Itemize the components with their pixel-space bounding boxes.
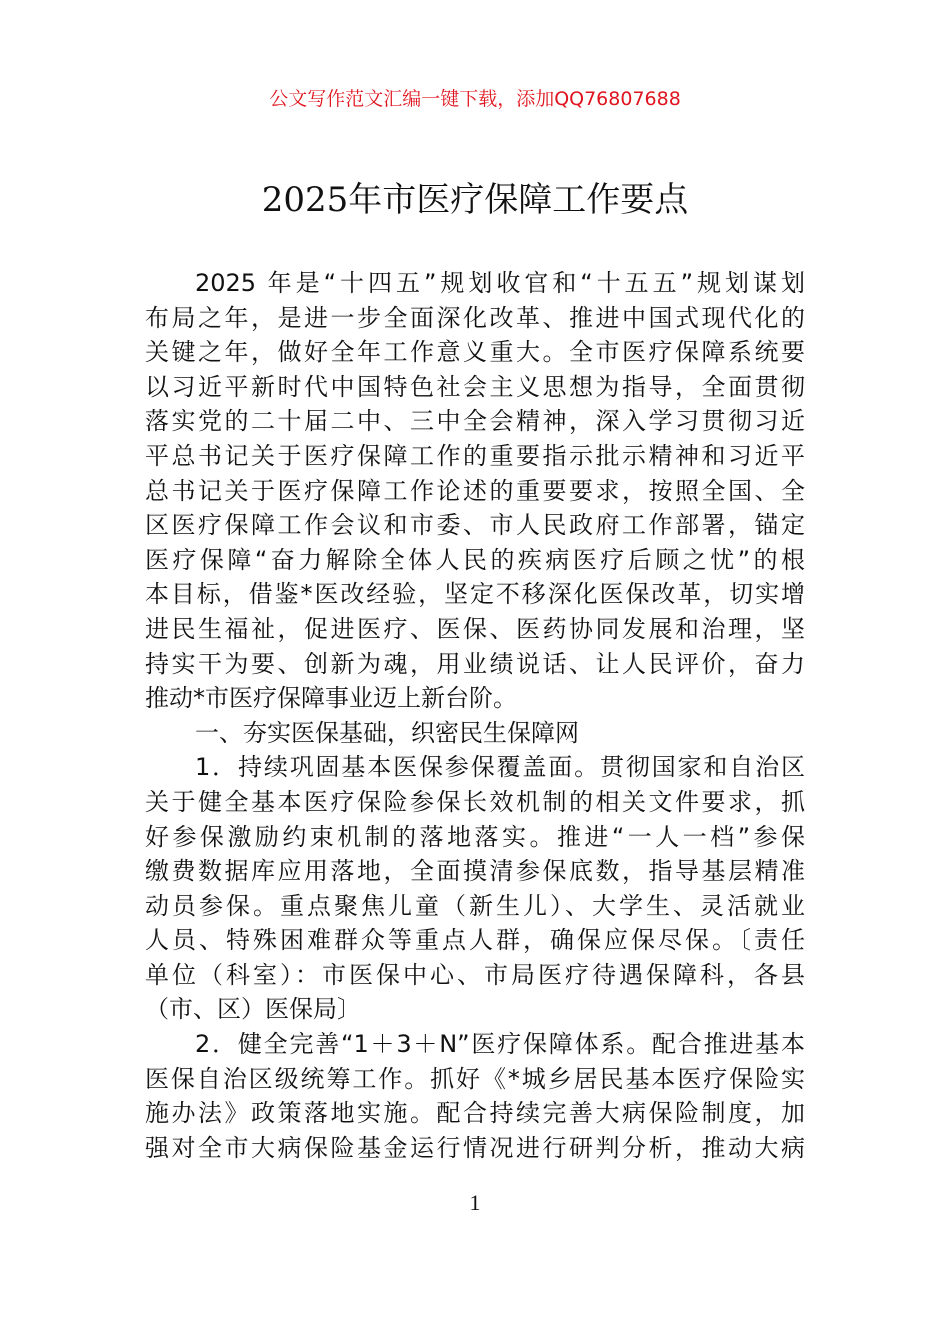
text-line: 关于健全基本医疗保险参保长效机制的相关文件要求，抓	[145, 787, 805, 816]
text-line: 以习近平新时代中国特色社会主义思想为指导，全面贯彻	[145, 372, 805, 401]
text-line: 平总书记关于医疗保障工作的重要指示批示精神和习近平	[145, 441, 805, 470]
text-line: 2．健全完善“1＋3＋N”医疗保障体系。配合推进基本	[195, 1030, 805, 1059]
text-line: 本目标，借鉴*医改经验，坚定不移深化医保改革，切实增	[145, 580, 805, 609]
text-line: 单位（科室）：市医保中心、市局医疗待遇保障科，各县	[145, 960, 805, 989]
text-line: 总书记关于医疗保障工作论述的重要要求，按照全国、全	[145, 476, 805, 505]
download-banner-link[interactable]: 公文写作范文汇编一键下载，添加QQ76807688	[269, 88, 681, 110]
text-line: 人员、特殊困难群众等重点人群，确保应保尽保。〔责任	[145, 926, 805, 955]
text-line: 一、夯实医保基础，织密民生保障网	[195, 718, 579, 747]
text-line: 2025 年是“十四五”规划收官和“十五五”规划谋划	[195, 269, 805, 297]
text-line: 缴费数据库应用落地，全面摸清参保底数，指导基层精准	[145, 857, 805, 886]
text-line: 关键之年，做好全年工作意义重大。全市医疗保障系统要	[145, 338, 805, 367]
text-line: 区医疗保障工作会议和市委、市人民政府工作部署，锚定	[145, 511, 805, 540]
page-number: 1	[469, 1190, 481, 1215]
text-line: （市、区）医保局〕	[145, 995, 361, 1024]
text-line: 进民生福祉，促进医疗、医保、医药协同发展和治理，坚	[145, 614, 805, 643]
text-line: 推动*市医疗保障事业迈上新台阶。	[145, 684, 517, 713]
document-title: 2025年市医疗保障工作要点	[261, 180, 689, 220]
text-line: 落实党的二十届二中、三中全会精神，深入学习贯彻习近	[145, 407, 805, 436]
document-body	[145, 266, 805, 1165]
text-line: 强对全市大病保险基金运行情况进行研判分析，推动大病	[145, 1133, 805, 1162]
text-line: 布局之年，是进一步全面深化改革、推进中国式现代化的	[145, 303, 805, 332]
text-line: 好参保激励约束机制的落地落实。推进“一人一档”参保	[145, 822, 805, 851]
text-line: 1．持续巩固基本医保参保覆盖面。贯彻国家和自治区	[195, 753, 805, 782]
text-line: 动员参保。重点聚焦儿童（新生儿）、大学生、灵活就业	[145, 891, 805, 920]
text-line: 施办法》政策落地实施。配合持续完善大病保险制度，加	[145, 1099, 805, 1128]
text-line: 持实干为要、创新为魂，用业绩说话、让人民评价，奋力	[145, 649, 805, 678]
text-line: 医保自治区级统筹工作。抓好《*城乡居民基本医疗保险实	[145, 1064, 805, 1093]
text-line: 医疗保障“奋力解除全体人民的疾病医疗后顾之忧”的根	[145, 545, 805, 574]
